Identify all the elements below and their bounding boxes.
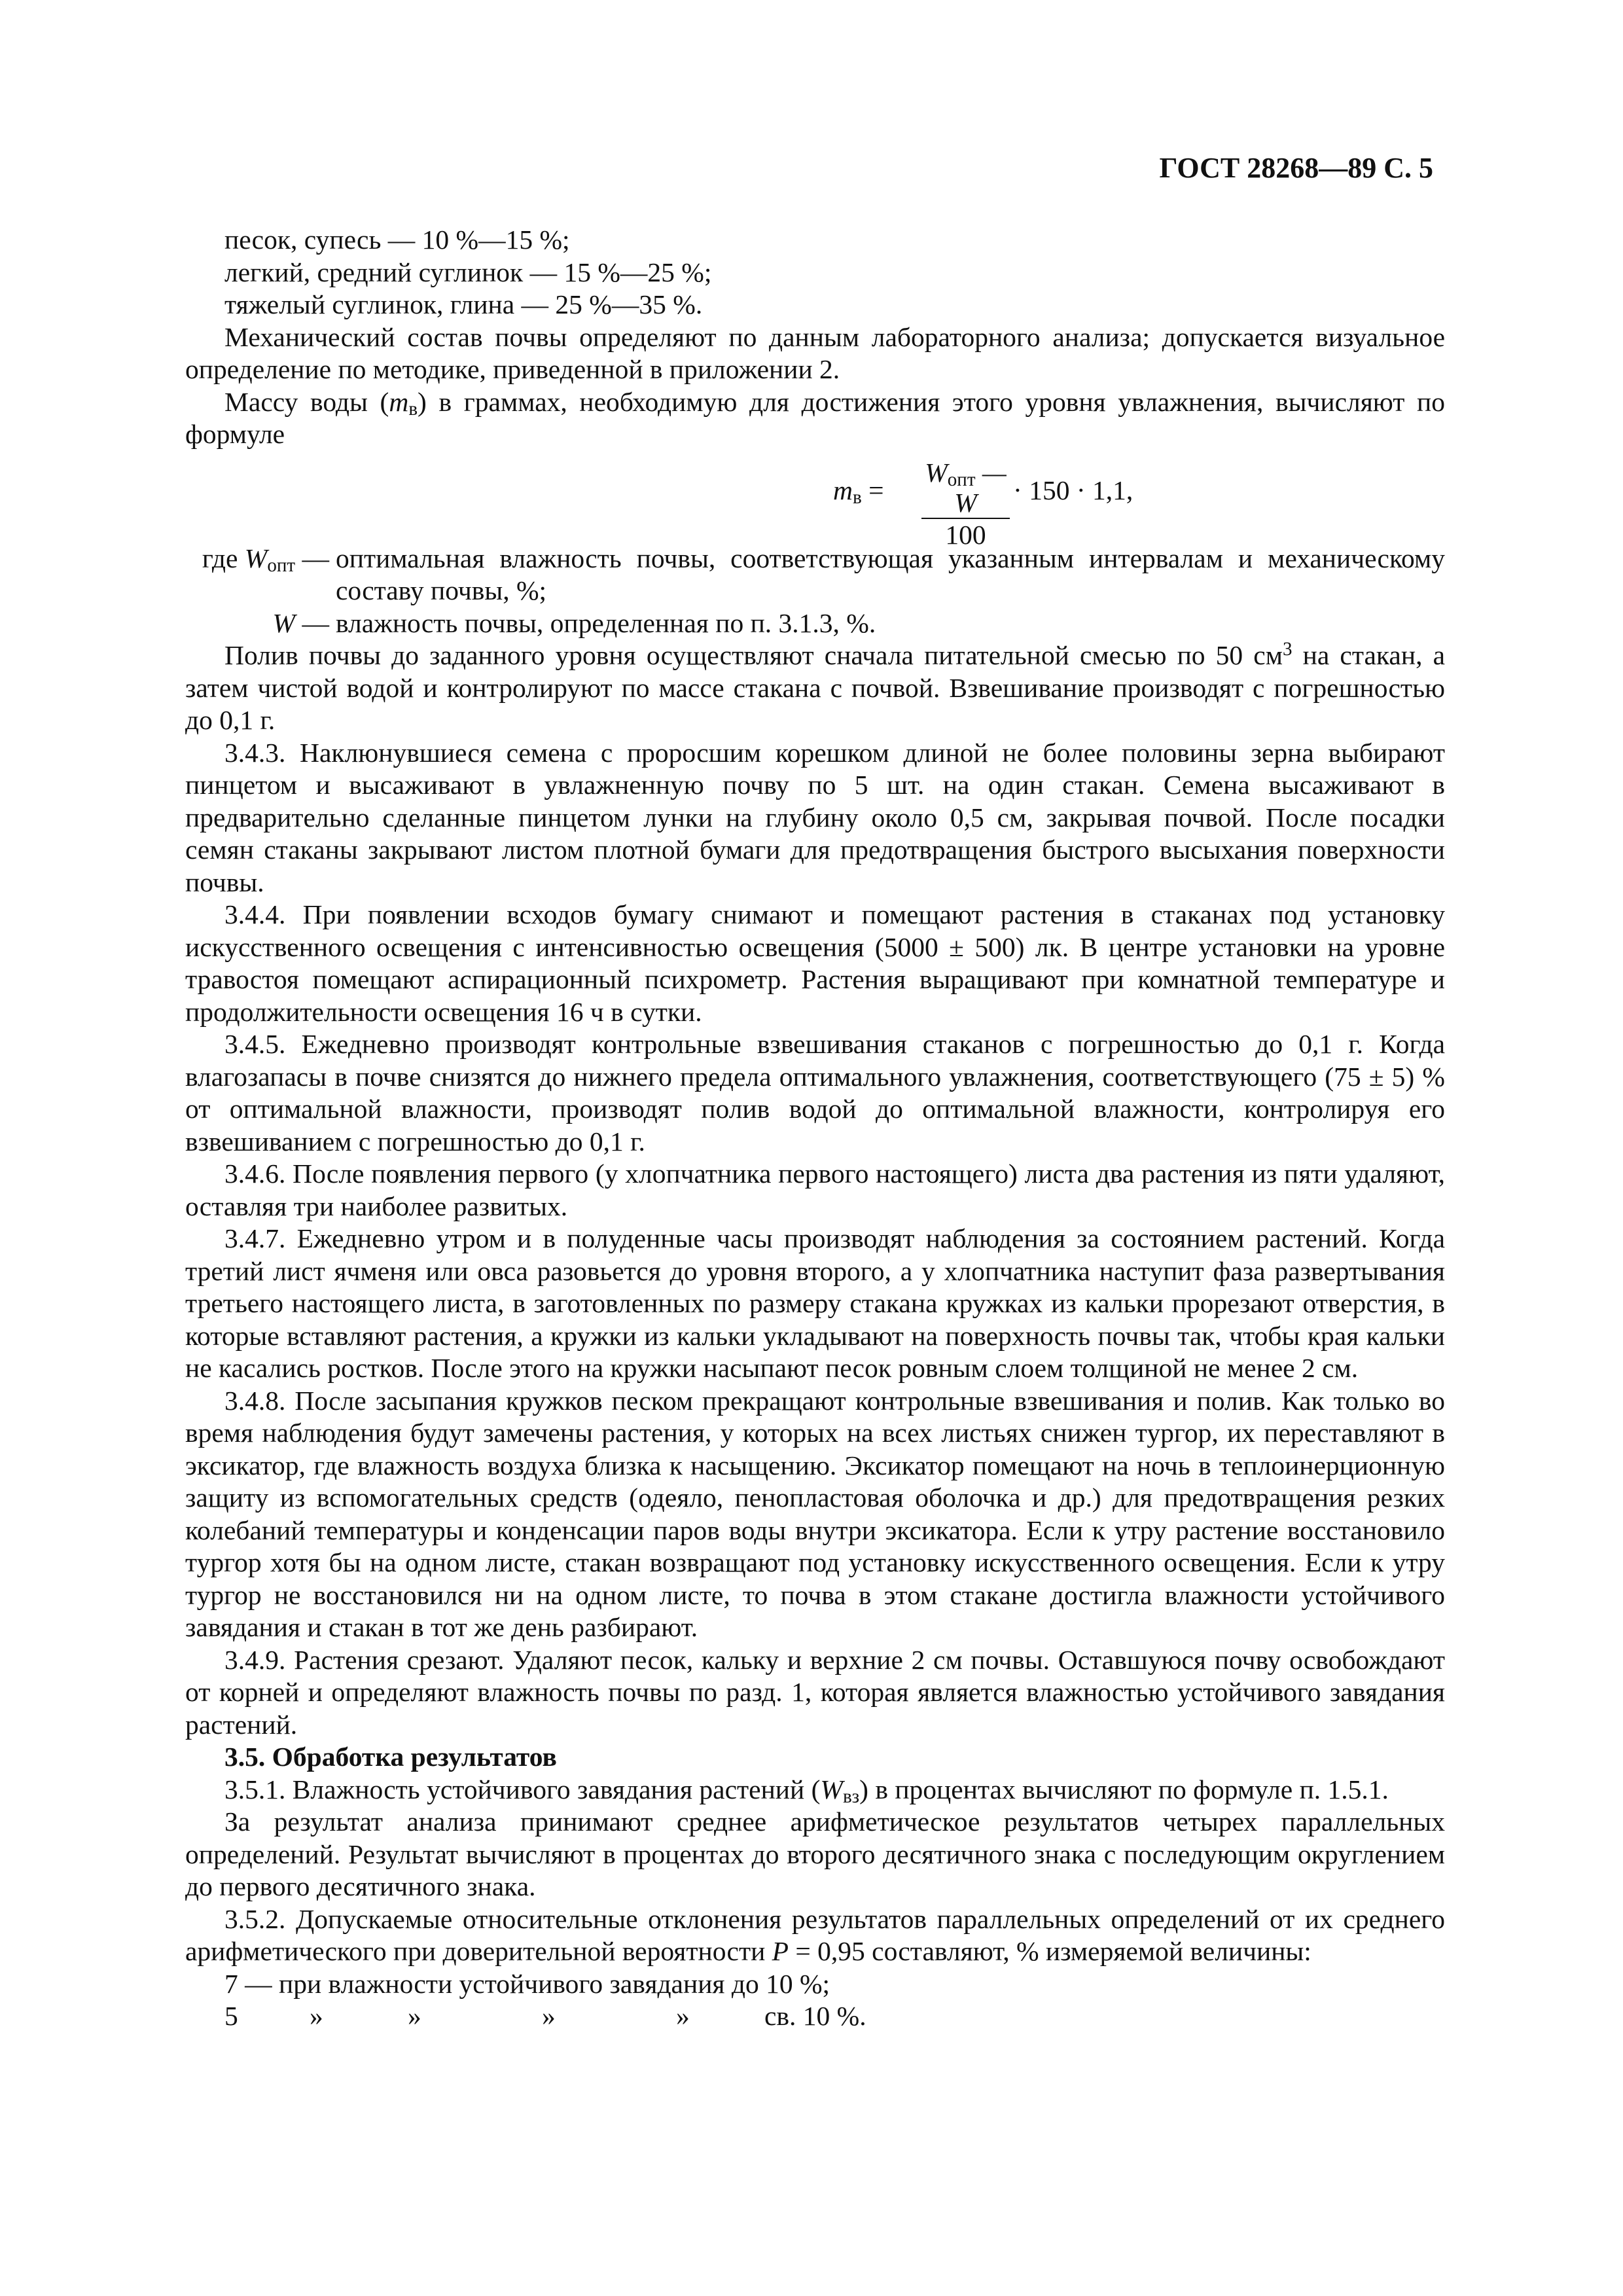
text-run: ) в процентах вычисляют по формуле п. 1.5.1.: [859, 1774, 1389, 1804]
superscript: 3: [1283, 639, 1293, 660]
paragraph-watering: [185, 639, 1445, 737]
formula-symbol: W: [925, 457, 948, 488]
tolerance-line: 7 — при влажности устойчивого завядания до 10 %;: [224, 1968, 830, 1999]
formula-equals: =: [861, 475, 884, 505]
symbol-p: P: [772, 1936, 789, 1966]
soil-type-line: легкий, средний суглинок — 15 %—25 %;: [224, 257, 712, 287]
paragraph-result: За результат анализа принимают среднее арифметическое результатов четырех параллельных определений. Результат вычисляют в процентах до второго десятичного знака с последующим округлением до первого десятичного знака.: [185, 1806, 1445, 1901]
formula-subscript: опт: [947, 469, 976, 490]
definition-text: влажность почвы, определенная по п. 3.1.3, %.: [336, 607, 876, 638]
document-body: [185, 224, 1445, 2033]
symbol-m: m: [389, 386, 409, 417]
paragraph-3-4-8: 3.4.8. После засыпания кружков песком прекращают контрольные взвешивания и полив. Как только во время наблюдения будут замечены растения, у которых на всех листьях снижен тургор, их переставляют в эксикатор, где влажность воздуха близка к насыщению. Эксикатор помещают на ночь в теплоинерционную защиту из вспомогательных средств (одеяло, пенопластовая оболочка и др.) для предотвращения резких колебаний температуры и конденсации паров воды внутри эксикатора. Если к утру растение восстановило тургор хотя бы на одном листе, стакан возвращают под установку искусственного освещения. Если к утру тургор не восстановился ни на одном листе, то почва в этом стакане достигла влажности устойчивого завядания и стакан в тот же день разбирают.: [185, 1385, 1445, 1642]
soil-type-line: тяжелый суглинок, глина — 25 %—35 %.: [224, 289, 703, 319]
paragraph-3-5-2: [185, 1903, 1445, 1968]
paragraph-mechanical-composition: Механический состав почвы определяют по данным лабораторного анализа; допускается визуальное определение по методике, приведенной в приложении 2.: [185, 321, 1445, 384]
paragraph-3-4-4: 3.4.4. При появлении всходов бумагу снимают и помещают растения в стаканах под установку искусственного освещения с интенсивностью освещения (5000 ± 500) лк. В центре установки на уровне травостоя помещают аспирационный психрометр. Растения выращивают при комнатной температуре и продолжительности освещения 16 ч в сутки.: [185, 899, 1445, 1027]
text-run: ) в граммах, необходимую для достижения этого уровня увлажнения, вычисляют по формуле: [185, 386, 1445, 449]
text-run: Массу воды (: [224, 386, 389, 417]
paragraph-3-4-6: 3.4.6. После появления первого (у хлопчатника первого настоящего) листа два растения из пяти удаляют, оставляя три наиболее развитых.: [185, 1158, 1445, 1221]
text-run: где: [202, 543, 245, 573]
formula-numerator: [921, 457, 1010, 519]
ditto-mark: »: [542, 2001, 556, 2031]
text-run: Полив почвы до заданного уровня осуществляют сначала питательной смесью по 50 см: [224, 640, 1283, 670]
formula-fraction: [921, 457, 1010, 550]
formula-symbol: — W: [954, 457, 1007, 518]
section-heading-3-5: 3.5. Обработка результатов: [224, 1742, 557, 1772]
definition-text: оптимальная влажность почвы, соответствующая указанным интервалам и механическому составу почвы, %;: [336, 543, 1445, 605]
paragraph-3-4-3: 3.4.3. Наклюнувшиеся семена с проросшим корешком длиной не более половины зерна выбирают пинцетом и высаживают в увлажненную почву по 5 шт. на один стакан. Семена высаживают в предварительно сделанные пинцетом лунки на глубину около 0,5 см, закрывая почвой. После посадки семян стаканы закрывают листом плотной бумаги для предотвращения быстрого высыхания поверхности почвы.: [185, 737, 1445, 897]
page-header: ГОСТ 28268—89 С. 5: [1159, 152, 1433, 184]
text-run: = 0,95 составляют, % измеряемой величины:: [789, 1936, 1311, 1966]
formula-subscript: в: [852, 486, 862, 508]
symbol-w: W: [272, 607, 296, 638]
symbol-w: W: [244, 543, 268, 573]
text-run: 3.5.1. Влажность устойчивого завядания растений (: [224, 1774, 821, 1804]
paragraph-3-5-1: [185, 1774, 1445, 1806]
soil-type-line: песок, супесь — 10 %—15 %;: [224, 224, 570, 255]
ditto-mark: »: [408, 2001, 421, 2031]
formula-lhs: [833, 475, 883, 507]
formula-water-mass: [185, 455, 1445, 550]
definition-term: [130, 607, 329, 640]
formula-symbol: m: [833, 475, 853, 505]
tolerance-value: 5: [224, 2001, 238, 2031]
subscript: вз: [842, 1785, 860, 1807]
tolerance-line-ditto: [185, 2000, 1445, 2033]
symbol-w: W: [820, 1774, 843, 1804]
definition-item: [185, 543, 1445, 607]
formula-denominator: 100: [945, 519, 986, 550]
subscript: в: [408, 398, 418, 420]
text-run: —: [295, 543, 329, 573]
text-run: —: [295, 607, 329, 638]
ditto-mark: »: [310, 2001, 323, 2031]
formula-definitions: [185, 543, 1445, 640]
paragraph-3-4-7: 3.4.7. Ежедневно утром и в полуденные часы производят наблюдения за состоянием растений. Когда третий лист ячменя или овса разовьется до уровня второго, а у хлопчатника наступит фаза развертывания третьего настоящего листа, в заготовленных по размеру стакана кружках из кальки прорезают отверстия, в которые вставляют растения, а кружки из кальки укладывают на поверхность почвы так, чтобы края кальки не касались ростков. После этого на кружки насыпают песок ровным слоем толщиной не менее 2 см.: [185, 1223, 1445, 1383]
paragraph-3-4-5: 3.4.5. Ежедневно производят контрольные взвешивания стаканов с погрешностью до 0,1 г. Когда влагозапасы в почве снизятся до нижнего предела оптимального увлажнения, соответствующего (75 ± 5) % от оптимальной влажности, производят полив водой до оптимальной влажности, контролируя его взвешиванием с погрешностью до 0,1 г.: [185, 1029, 1445, 1157]
text-run: 3.5.2. Допускаемые относительные отклонения результатов параллельных определений от их среднего арифметического при доверительной вероятности: [185, 1903, 1445, 1966]
tolerance-text: св. 10 %.: [764, 2001, 866, 2031]
definition-term: [130, 543, 329, 575]
subscript: опт: [267, 554, 296, 576]
paragraph-3-4-9: 3.4.9. Растения срезают. Удаляют песок, кальку и верхние 2 см почвы. Оставшуюся почву освобождают от корней и определяют влажность почвы по разд. 1, которая является влажностью устойчивого завядания растений.: [185, 1644, 1445, 1740]
paragraph-water-mass: [185, 386, 1445, 451]
definition-item: [185, 607, 1445, 640]
text-run: на стакан, а затем чистой водой и контролируют по массе стакана с почвой. Взвешивание производят с погрешностью до 0,1 г.: [185, 640, 1445, 735]
ditto-mark: »: [676, 2001, 690, 2031]
formula-rhs: · 150 · 1,1,: [1013, 475, 1133, 505]
